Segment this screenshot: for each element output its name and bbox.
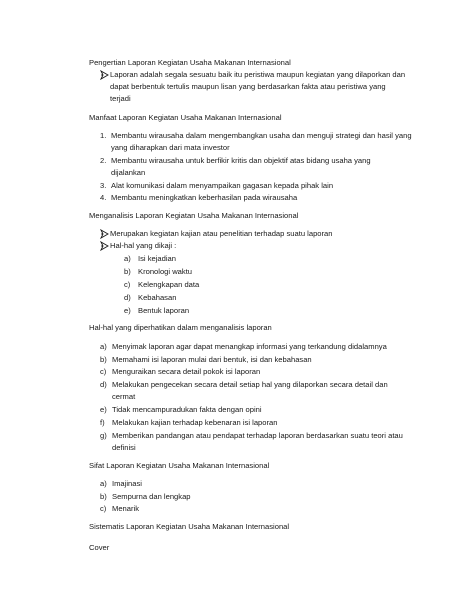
manfaat-item-2-line-2: dijalankan <box>111 168 146 177</box>
menganalisis-sub-b: Kronologi waktu <box>138 267 193 276</box>
halhal-marker-a: a) <box>100 342 107 351</box>
halhal-marker-e: e) <box>100 405 107 414</box>
arrow-bullet-icon <box>100 229 109 239</box>
sifat-item-c: Menarik <box>112 504 140 513</box>
manfaat-item-4-line-1: Membantu meningkatkan keberhasilan pada wirausaha <box>111 193 298 202</box>
heading-manfaat: Manfaat Laporan Kegiatan Usaha Makanan Internasional <box>89 113 282 122</box>
heading-sifat: Sifat Laporan Kegiatan Usaha Makanan Internasional <box>89 461 270 470</box>
arrow-bullet-icon <box>100 70 109 80</box>
pengertian-bullet-line-3: terjadi <box>110 94 131 103</box>
sifat-item-b: Sempurna dan lengkap <box>112 492 191 501</box>
halhal-item-f-line-1: Melakukan kajian terhadap kebenaran isi laporan <box>112 418 278 427</box>
halhal-marker-b: b) <box>100 355 107 364</box>
heading-halhal: Hal-hal yang diperhatikan dalam menganalisis laporan <box>89 323 272 332</box>
menganalisis-sub-marker-b: b) <box>124 267 131 276</box>
sifat-marker-b: b) <box>100 492 107 501</box>
menganalisis-sub-marker-e: e) <box>124 306 131 315</box>
halhal-item-d-line-2: cermat <box>112 392 136 401</box>
halhal-item-a-line-1: Menyimak laporan agar dapat menangkap informasi yang terkandung didalamnya <box>112 342 387 351</box>
menganalisis-sub-a: Isi kejadian <box>138 254 176 263</box>
menganalisis-sub-e: Bentuk laporan <box>138 306 190 315</box>
manfaat-item-2-line-1: Membantu wirausaha untuk berfikir kritis dan objektif atas bidang usaha yang <box>111 156 371 165</box>
menganalisis-sub-marker-a: a) <box>124 254 131 263</box>
halhal-marker-d: d) <box>100 380 107 389</box>
pengertian-bullet-line-1: Laporan adalah segala sesuatu baik itu peristiwa maupun kegiatan yang dilaporkan dan <box>110 70 406 79</box>
halhal-item-g-line-1: Memberikan pandangan atau pendapat terhadap laporan berdasarkan suatu teori atau <box>112 431 403 440</box>
halhal-marker-g: g) <box>100 431 107 440</box>
manfaat-marker-3: 3. <box>100 181 107 190</box>
halhal-item-e-line-1: Tidak mencampuradukan fakta dengan opini <box>112 405 262 414</box>
sifat-marker-a: a) <box>100 479 107 488</box>
heading-sistematis: Sistematis Laporan Kegiatan Usaha Makanan Internasional <box>89 522 290 531</box>
manfaat-marker-1: 1. <box>100 131 107 140</box>
halhal-marker-c: c) <box>100 367 107 376</box>
arrow-bullet-icon <box>100 241 109 251</box>
manfaat-item-1-line-1: Membantu wirausaha dalam mengembangkan usaha dan menguji strategi dan hasil yang <box>111 131 412 140</box>
halhal-item-d-line-1: Melakukan pengecekan secara detail setiap hal yang dilaporkan secara detail dan <box>112 380 388 389</box>
manfaat-item-1-line-2: yang diharapkan dari mata investor <box>111 143 230 152</box>
sifat-item-a: Imajinasi <box>112 479 142 488</box>
heading-pengertian: Pengertian Laporan Kegiatan Usaha Makanan Internasional <box>89 58 291 67</box>
halhal-item-b-line-1: Memahami isi laporan mulai dari bentuk, isi dan kebahasan <box>112 355 312 364</box>
halhal-item-c-line-1: Menguraikan secara detail pokok isi laporan <box>112 367 261 376</box>
heading-menganalisis: Menganalisis Laporan Kegiatan Usaha Makanan Internasional <box>89 211 299 220</box>
menganalisis-bullet-1: Merupakan kegiatan kajian atau penelitian terhadap suatu laporan <box>110 229 333 238</box>
heading-cover: Cover <box>89 543 110 552</box>
halhal-marker-f: f) <box>100 418 105 427</box>
menganalisis-bullet-2: Hal-hal yang dikaji : <box>110 241 177 250</box>
halhal-item-g-line-2: definisi <box>112 443 136 452</box>
pengertian-bullet-line-2: dapat berbentuk tertulis maupun lisan yang berdasarkan fakta atau peristiwa yang <box>110 82 386 91</box>
menganalisis-sub-c: Kelengkapan data <box>138 280 200 289</box>
menganalisis-sub-marker-d: d) <box>124 293 131 302</box>
manfaat-marker-4: 4. <box>100 193 107 202</box>
menganalisis-sub-marker-c: c) <box>124 280 131 289</box>
manfaat-marker-2: 2. <box>100 156 107 165</box>
manfaat-item-3-line-1: Alat komunikasi dalam menyampaikan gagasan kepada pihak lain <box>111 181 334 190</box>
menganalisis-sub-d: Kebahasan <box>138 293 177 302</box>
sifat-marker-c: c) <box>100 504 107 513</box>
